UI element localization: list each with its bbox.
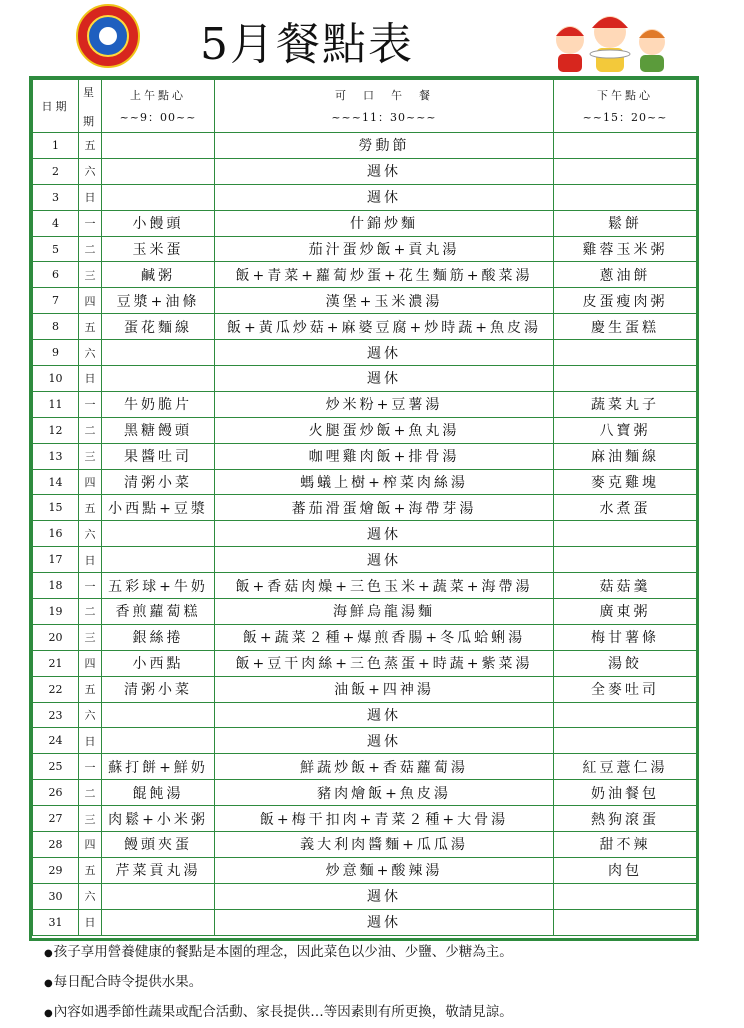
- cell-afternoon-snack: 鬆餅: [554, 210, 697, 236]
- cell-weekday: 日: [79, 184, 102, 210]
- table-row: [33, 728, 697, 754]
- table-row: [33, 366, 697, 392]
- cell-morning-snack: 芹菜貢丸湯: [102, 857, 215, 883]
- cell-date: 4: [33, 210, 79, 236]
- cell-lunch: 週休: [215, 521, 554, 547]
- header-lunch: [215, 80, 554, 133]
- cell-weekday: 三: [79, 443, 102, 469]
- cell-lunch: 咖哩雞肉飯+排骨湯: [215, 443, 554, 469]
- table-row: [33, 314, 697, 340]
- cell-date: 2: [33, 158, 79, 184]
- table-row: [33, 391, 697, 417]
- cell-morning-snack: [102, 133, 215, 159]
- cell-weekday: 四: [79, 469, 102, 495]
- cell-lunch: 飯+黃瓜炒菇+麻婆豆腐+炒時蔬+魚皮湯: [215, 314, 554, 340]
- cell-morning-snack: 清粥小菜: [102, 676, 215, 702]
- notes: [44, 938, 513, 1028]
- table-row: [33, 676, 697, 702]
- cell-afternoon-snack: 水煮蛋: [554, 495, 697, 521]
- cell-date: 9: [33, 340, 79, 366]
- cell-date: 17: [33, 547, 79, 573]
- header-afternoon-time: ~~15：20~~: [582, 111, 668, 124]
- cell-morning-snack: 銀絲捲: [102, 624, 215, 650]
- cell-morning-snack: 五彩球+牛奶: [102, 573, 215, 599]
- cell-weekday: 二: [79, 780, 102, 806]
- note-1: ● 孩子享用營養健康的餐點是本園的理念，因此菜色以少油、少鹽、少糖為主。: [44, 938, 513, 968]
- cell-lunch: 油飯+四神湯: [215, 676, 554, 702]
- table-row: [33, 909, 697, 935]
- table-row: [33, 469, 697, 495]
- cell-date: 28: [33, 832, 79, 858]
- cell-lunch: 飯+青菜+蘿蔔炒蛋+花生麵筋+酸菜湯: [215, 262, 554, 288]
- cell-date: 7: [33, 288, 79, 314]
- cell-afternoon-snack: 蔬菜丸子: [554, 391, 697, 417]
- cell-lunch: 週休: [215, 366, 554, 392]
- cell-date: 3: [33, 184, 79, 210]
- header-lunch-time: ~~~11：30~~~: [331, 111, 437, 124]
- cell-afternoon-snack: [554, 883, 697, 909]
- table-row: [33, 417, 697, 443]
- cell-morning-snack: 蛋花麵線: [102, 314, 215, 340]
- cell-lunch: 週休: [215, 547, 554, 573]
- cell-date: 1: [33, 133, 79, 159]
- table-row: [33, 702, 697, 728]
- cell-afternoon-snack: [554, 521, 697, 547]
- cell-lunch: 飯+梅干扣肉+青菜２種+大骨湯: [215, 806, 554, 832]
- page-title: 5月餐點表: [200, 19, 414, 70]
- cell-afternoon-snack: [554, 133, 697, 159]
- cell-date: 27: [33, 806, 79, 832]
- cell-weekday: 四: [79, 832, 102, 858]
- cell-date: 23: [33, 702, 79, 728]
- cell-weekday: 五: [79, 314, 102, 340]
- cell-date: 15: [33, 495, 79, 521]
- cell-weekday: 六: [79, 521, 102, 547]
- cell-date: 21: [33, 650, 79, 676]
- cell-weekday: 四: [79, 650, 102, 676]
- cell-date: 18: [33, 573, 79, 599]
- cell-weekday: 二: [79, 236, 102, 262]
- header-lunch-label: 可 口 午 餐: [335, 89, 433, 102]
- cell-afternoon-snack: 蔥油餅: [554, 262, 697, 288]
- cell-date: 22: [33, 676, 79, 702]
- cell-weekday: 五: [79, 133, 102, 159]
- header-morning-label: 上午點心: [130, 89, 186, 102]
- cell-weekday: 一: [79, 754, 102, 780]
- cell-morning-snack: [102, 521, 215, 547]
- note-3: ● 內容如遇季節性蔬果或配合活動、家長提供…等因素則有所更換，敬請見諒。: [44, 998, 513, 1028]
- cell-morning-snack: [102, 728, 215, 754]
- cell-weekday: 三: [79, 262, 102, 288]
- header-morning-time: ~~9：00~~: [119, 111, 197, 124]
- cell-date: 8: [33, 314, 79, 340]
- cell-morning-snack: [102, 883, 215, 909]
- cell-lunch: 漢堡+玉米濃湯: [215, 288, 554, 314]
- cell-morning-snack: [102, 366, 215, 392]
- cell-date: 19: [33, 599, 79, 625]
- cell-weekday: 日: [79, 728, 102, 754]
- cell-lunch: 螞蟻上樹+榨菜肉絲湯: [215, 469, 554, 495]
- table-row: [33, 857, 697, 883]
- cell-afternoon-snack: 菇菇羹: [554, 573, 697, 599]
- header-weekday: [79, 80, 102, 133]
- table-row: [33, 754, 697, 780]
- cell-afternoon-snack: 甜不辣: [554, 832, 697, 858]
- cell-afternoon-snack: 麻油麵線: [554, 443, 697, 469]
- cell-lunch: 週休: [215, 702, 554, 728]
- cell-morning-snack: [102, 184, 215, 210]
- cell-date: 13: [33, 443, 79, 469]
- cartoon-kids-illustration: [548, 4, 674, 74]
- cell-date: 5: [33, 236, 79, 262]
- cell-lunch: 週休: [215, 184, 554, 210]
- cell-date: 24: [33, 728, 79, 754]
- cell-weekday: 日: [79, 909, 102, 935]
- cell-weekday: 五: [79, 857, 102, 883]
- cell-date: 11: [33, 391, 79, 417]
- cell-afternoon-snack: 熱狗滾蛋: [554, 806, 697, 832]
- cell-afternoon-snack: 皮蛋瘦肉粥: [554, 288, 697, 314]
- cell-morning-snack: 玉米蛋: [102, 236, 215, 262]
- header-date: 日期: [33, 80, 79, 133]
- cell-lunch: 炒意麵+酸辣湯: [215, 857, 554, 883]
- cell-morning-snack: 肉鬆+小米粥: [102, 806, 215, 832]
- cell-afternoon-snack: 廣東粥: [554, 599, 697, 625]
- header-weekday-bottom: 期: [83, 114, 97, 128]
- cell-afternoon-snack: [554, 702, 697, 728]
- cell-morning-snack: 小西點+豆漿: [102, 495, 215, 521]
- cell-weekday: 六: [79, 702, 102, 728]
- cell-lunch: 茄汁蛋炒飯+貢丸湯: [215, 236, 554, 262]
- cell-lunch: 海鮮烏龍湯麵: [215, 599, 554, 625]
- cell-lunch: 週休: [215, 883, 554, 909]
- cell-afternoon-snack: [554, 158, 697, 184]
- cell-date: 31: [33, 909, 79, 935]
- cell-afternoon-snack: [554, 340, 697, 366]
- table-row: [33, 210, 697, 236]
- cell-lunch: 飯+蔬菜２種+爆煎香腸+冬瓜蛤蜊湯: [215, 624, 554, 650]
- cell-lunch: 豬肉燴飯+魚皮湯: [215, 780, 554, 806]
- table-row: [33, 340, 697, 366]
- table-row: [33, 780, 697, 806]
- cell-morning-snack: 香煎蘿蔔糕: [102, 599, 215, 625]
- table-row: [33, 158, 697, 184]
- cell-date: 26: [33, 780, 79, 806]
- table-row: [33, 262, 697, 288]
- cell-date: 14: [33, 469, 79, 495]
- cell-afternoon-snack: 肉包: [554, 857, 697, 883]
- cell-morning-snack: 蘇打餅+鮮奶: [102, 754, 215, 780]
- cell-date: 29: [33, 857, 79, 883]
- cell-weekday: 二: [79, 417, 102, 443]
- cell-morning-snack: 小西點: [102, 650, 215, 676]
- table-row: [33, 133, 697, 159]
- table-row: [33, 883, 697, 909]
- cell-afternoon-snack: [554, 909, 697, 935]
- cell-afternoon-snack: 梅甘薯條: [554, 624, 697, 650]
- cell-lunch: 義大利肉醬麵+瓜瓜湯: [215, 832, 554, 858]
- header-afternoon: [554, 80, 697, 133]
- table-row: [33, 573, 697, 599]
- cell-weekday: 六: [79, 340, 102, 366]
- cell-afternoon-snack: 慶生蛋糕: [554, 314, 697, 340]
- cell-lunch: 什錦炒麵: [215, 210, 554, 236]
- cell-weekday: 五: [79, 676, 102, 702]
- table-row: [33, 832, 697, 858]
- cell-afternoon-snack: 奶油餐包: [554, 780, 697, 806]
- cell-weekday: 三: [79, 806, 102, 832]
- table-row: [33, 495, 697, 521]
- cell-morning-snack: [102, 702, 215, 728]
- cell-morning-snack: 小饅頭: [102, 210, 215, 236]
- table-row: [33, 443, 697, 469]
- cell-morning-snack: [102, 909, 215, 935]
- header-morning: [102, 80, 215, 133]
- cell-lunch: 週休: [215, 728, 554, 754]
- menu-table: [32, 79, 697, 936]
- table-row: [33, 806, 697, 832]
- header-afternoon-label: 下午點心: [597, 89, 653, 102]
- cell-date: 30: [33, 883, 79, 909]
- cell-afternoon-snack: [554, 184, 697, 210]
- cell-weekday: 日: [79, 366, 102, 392]
- cell-morning-snack: 饅頭夾蛋: [102, 832, 215, 858]
- cell-afternoon-snack: [554, 547, 697, 573]
- cell-weekday: 六: [79, 883, 102, 909]
- cell-lunch: 勞動節: [215, 133, 554, 159]
- cell-date: 25: [33, 754, 79, 780]
- cell-date: 20: [33, 624, 79, 650]
- cell-weekday: 二: [79, 599, 102, 625]
- cell-morning-snack: [102, 340, 215, 366]
- school-logo: [76, 4, 140, 68]
- cell-lunch: 飯+豆干肉絲+三色蒸蛋+時蔬+紫菜湯: [215, 650, 554, 676]
- table-row: [33, 184, 697, 210]
- cell-weekday: 日: [79, 547, 102, 573]
- cell-afternoon-snack: 全麥吐司: [554, 676, 697, 702]
- cell-lunch: 火腿蛋炒飯+魚丸湯: [215, 417, 554, 443]
- cell-weekday: 一: [79, 391, 102, 417]
- cell-weekday: 一: [79, 210, 102, 236]
- table-row: [33, 547, 697, 573]
- cell-morning-snack: 餛飩湯: [102, 780, 215, 806]
- note-2: ● 每日配合時令提供水果。: [44, 968, 513, 998]
- cell-afternoon-snack: [554, 366, 697, 392]
- cell-weekday: 五: [79, 495, 102, 521]
- cell-weekday: 四: [79, 288, 102, 314]
- table-row: [33, 650, 697, 676]
- cell-morning-snack: [102, 547, 215, 573]
- header-weekday-top: 星: [83, 85, 97, 99]
- cell-lunch: 週休: [215, 158, 554, 184]
- cell-afternoon-snack: 麥克雞塊: [554, 469, 697, 495]
- cell-morning-snack: 黑糖饅頭: [102, 417, 215, 443]
- cell-afternoon-snack: 八寶粥: [554, 417, 697, 443]
- cell-date: 6: [33, 262, 79, 288]
- cell-weekday: 一: [79, 573, 102, 599]
- cell-date: 16: [33, 521, 79, 547]
- cell-afternoon-snack: 紅豆薏仁湯: [554, 754, 697, 780]
- table-row: [33, 236, 697, 262]
- cell-lunch: 蕃茄滑蛋燴飯+海帶芽湯: [215, 495, 554, 521]
- table-row: [33, 599, 697, 625]
- table-row: [33, 288, 697, 314]
- cell-lunch: 炒米粉+豆薯湯: [215, 391, 554, 417]
- cell-morning-snack: 牛奶脆片: [102, 391, 215, 417]
- cell-morning-snack: 豆漿+油條: [102, 288, 215, 314]
- cell-lunch: 週休: [215, 909, 554, 935]
- cell-date: 12: [33, 417, 79, 443]
- cell-weekday: 三: [79, 624, 102, 650]
- cell-lunch: 鮮蔬炒飯+香菇蘿蔔湯: [215, 754, 554, 780]
- table-row: [33, 624, 697, 650]
- cell-afternoon-snack: 雞蓉玉米粥: [554, 236, 697, 262]
- cell-morning-snack: [102, 158, 215, 184]
- cell-afternoon-snack: 湯餃: [554, 650, 697, 676]
- cell-morning-snack: 清粥小菜: [102, 469, 215, 495]
- cell-lunch: 週休: [215, 340, 554, 366]
- cell-weekday: 六: [79, 158, 102, 184]
- cell-lunch: 飯+香菇肉燥+三色玉米+蔬菜+海帶湯: [215, 573, 554, 599]
- cell-morning-snack: 鹹粥: [102, 262, 215, 288]
- cell-date: 10: [33, 366, 79, 392]
- cell-afternoon-snack: [554, 728, 697, 754]
- cell-morning-snack: 果醬吐司: [102, 443, 215, 469]
- table-row: [33, 521, 697, 547]
